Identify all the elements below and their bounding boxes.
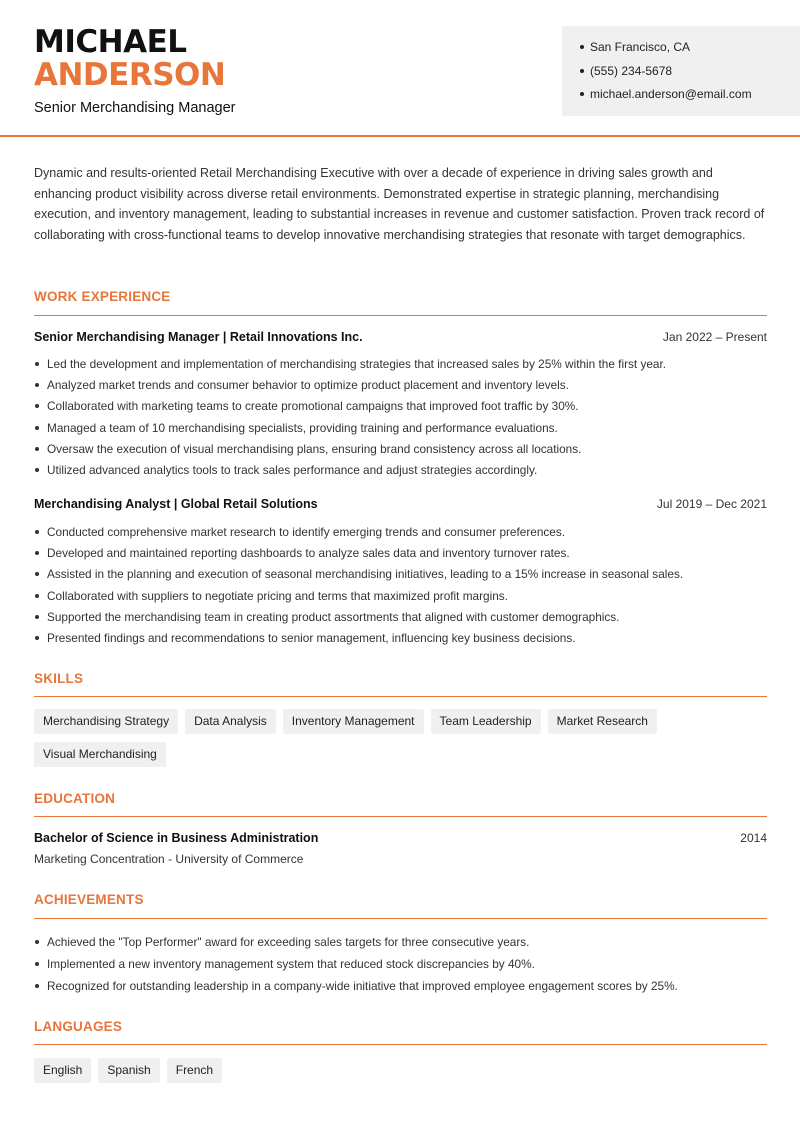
contact-email	[580, 86, 800, 110]
contact-phone	[580, 63, 800, 87]
list-item: Developed and maintained reporting dashboards to analyze sales data and inventory turnover rates.	[34, 545, 774, 566]
list-item: Managed a team of 10 merchandising specialists, providing training and performance evaluations.	[34, 420, 774, 441]
list-item: Achieved the "Top Performer" award for exceeding sales targets for three consecutive years.	[34, 934, 774, 956]
achievements-heading: ACHIEVEMENTS	[34, 892, 144, 907]
summary-paragraph: Dynamic and results-oriented Retail Merchandising Executive with over a decade of experience in driving sales growth and enhancing product visibility across diverse retail environments. Demonstrated expertise in strategic planning, merchandising execution, and inventory management, leading to substantial increases in revenue and customer satisfaction. Proven track record of collaborating with cross-functional teams to develop innovative merchandising strategies that resonate with target demographics.	[34, 166, 765, 242]
bullet-icon	[580, 92, 584, 96]
language-chip: English	[34, 1058, 91, 1083]
languages-list	[34, 1058, 774, 1083]
last-name: ANDERSON	[34, 57, 226, 93]
skill-chip: Market Research	[548, 709, 657, 734]
degree: Bachelor of Science in Business Administration	[34, 831, 319, 845]
education-heading: EDUCATION	[34, 791, 116, 806]
achievements-list	[34, 934, 774, 1000]
job-title: Senior Merchandising Manager	[34, 100, 236, 116]
skills-heading: SKILLS	[34, 671, 84, 686]
email-text: michael.anderson@email.com	[590, 87, 752, 101]
list-item: Utilized advanced analytics tools to track sales performance and adjust strategies accordingly.	[34, 462, 774, 483]
list-item: Assisted in the planning and execution of seasonal merchandising initiatives, leading to a 15% increase in seasonal sales.	[34, 566, 774, 587]
contact-location	[580, 39, 800, 63]
job-dates: Jan 2022 – Present	[662, 330, 767, 344]
phone-text: (555) 234-5678	[590, 63, 673, 78]
contact-box	[562, 26, 800, 116]
list-item: Led the development and implementation of merchandising strategies that increased sales by 25% within the first year.	[34, 356, 774, 377]
graduation-year: 2014	[740, 831, 767, 845]
list-item: Conducted comprehensive market research to identify emerging trends and consumer preferences.	[34, 524, 774, 545]
bullet-icon	[580, 69, 584, 73]
section-divider	[34, 315, 767, 316]
list-item: Recognized for outstanding leadership in a company-wide initiative that improved employee engagement scores by 25%.	[34, 978, 774, 1000]
candidate-name	[34, 26, 225, 92]
skill-chip: Merchandising Strategy	[34, 709, 178, 734]
languages-heading: LANGUAGES	[34, 1019, 123, 1034]
list-item: Supported the merchandising team in creating product assortments that aligned with customer demographics.	[34, 609, 774, 630]
bullet-icon	[580, 45, 584, 49]
job-bullets	[34, 356, 774, 483]
location-text: San Francisco, CA	[590, 40, 691, 54]
skills-list	[34, 709, 774, 767]
education-header	[34, 831, 767, 845]
job-bullets	[34, 524, 774, 651]
language-chip: French	[167, 1058, 222, 1083]
section-divider	[34, 1044, 767, 1045]
skill-chip: Visual Merchandising	[34, 742, 166, 767]
skill-chip: Team Leadership	[431, 709, 541, 734]
list-item: Implemented a new inventory management system that reduced stock discrepancies by 40%.	[34, 956, 774, 978]
job-header	[34, 497, 767, 511]
section-divider	[34, 918, 767, 919]
language-chip: Spanish	[98, 1058, 159, 1083]
section-divider	[34, 696, 767, 697]
job-role: Senior Merchandising Manager | Retail Innovations Inc.	[34, 330, 363, 344]
skill-chip: Data Analysis	[185, 709, 276, 734]
job-dates: Jul 2019 – Dec 2021	[656, 497, 767, 511]
list-item: Presented findings and recommendations to senior management, influencing key business decisions.	[34, 630, 774, 651]
list-item: Analyzed market trends and consumer behavior to optimize product placement and inventory levels.	[34, 377, 774, 398]
list-item: Oversaw the execution of visual merchandising plans, ensuring brand consistency across all locations.	[34, 441, 774, 462]
work-experience-heading: WORK EXPERIENCE	[34, 289, 171, 304]
skill-chip: Inventory Management	[283, 709, 424, 734]
list-item: Collaborated with marketing teams to create promotional campaigns that improved foot traffic by 30%.	[34, 398, 774, 419]
section-divider	[34, 816, 767, 817]
resume-header	[0, 0, 800, 137]
education-detail: Marketing Concentration - University of Commerce	[34, 852, 304, 866]
list-item: Collaborated with suppliers to negotiate pricing and terms that maximized profit margins.	[34, 588, 774, 609]
job-role: Merchandising Analyst | Global Retail Solutions	[34, 497, 318, 511]
first-name: MICHAEL	[34, 24, 187, 60]
job-header	[34, 330, 767, 344]
